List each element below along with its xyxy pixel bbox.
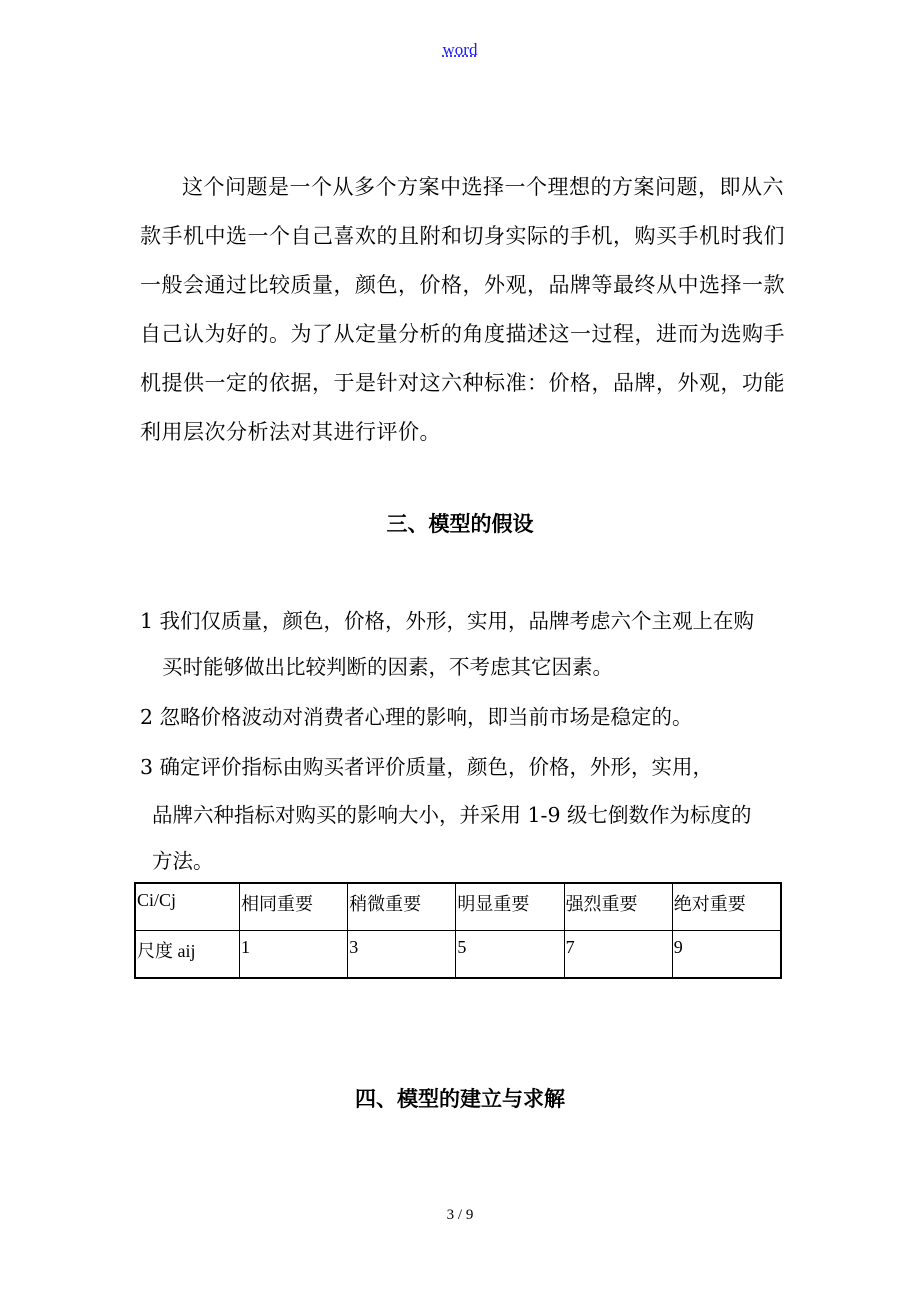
table-header-row [135, 883, 781, 931]
intro-paragraph [140, 168, 785, 451]
table-cell: Ci/Cj [135, 883, 240, 931]
table-cell: 尺度 aij [135, 931, 240, 979]
table-cell: 3 [348, 931, 456, 979]
section-4-heading: 四、模型的建立与求解 [355, 1087, 565, 1111]
intro-line: 一般会通过比较质量，颜色，价格，外观，品牌等最终从中选择一款 [140, 273, 785, 297]
table-cell: 7 [564, 931, 672, 979]
assumption-item: 2 忽略价格波动对消费者心理的影响，即当前市场是稳定的。 [140, 705, 693, 729]
assumption-item: 方法。 [152, 849, 214, 873]
assumption-item: 3 确定评价指标由购买者评价质量，颜色，价格，外形，实用， [140, 755, 714, 779]
page-number: 3 / 9 [446, 1207, 474, 1223]
assumption-item: 买时能够做出比较判断的因素，不考虑其它因素。 [162, 655, 613, 679]
table-cell: 明显重要 [456, 883, 564, 931]
assumption-item: 品牌六种指标对购买的影响大小，并采用 1-9 级七倒数作为标度的 [152, 803, 752, 827]
intro-line: 利用层次分析法对其进行评价。 [140, 420, 441, 444]
section-3-heading: 三、模型的假设 [386, 512, 534, 536]
table-cell: 1 [240, 931, 348, 979]
intro-line: 自己认为好的。为了从定量分析的角度描述这一过程，进而为选购手 [140, 322, 785, 346]
intro-line: 机提供一定的依据，于是针对这六种标准：价格，品牌，外观，功能 [140, 371, 785, 395]
header-word-link[interactable]: word [442, 40, 478, 59]
intro-line: 这个问题是一个从多个方案中选择一个理想的方案问题，即从六 [182, 175, 784, 199]
table-row [135, 931, 781, 979]
table-cell: 绝对重要 [672, 883, 781, 931]
scale-table [134, 882, 782, 979]
assumption-item: 1 我们仅质量，颜色，价格，外形，实用，品牌考虑六个主观上在购 [140, 609, 755, 633]
intro-line: 款手机中选一个自己喜欢的且附和切身实际的手机，购买手机时我们 [140, 224, 785, 248]
table-cell: 相同重要 [240, 883, 348, 931]
table-cell: 5 [456, 931, 564, 979]
table-cell: 强烈重要 [564, 883, 672, 931]
table-cell: 稍微重要 [348, 883, 456, 931]
table-cell: 9 [672, 931, 781, 979]
